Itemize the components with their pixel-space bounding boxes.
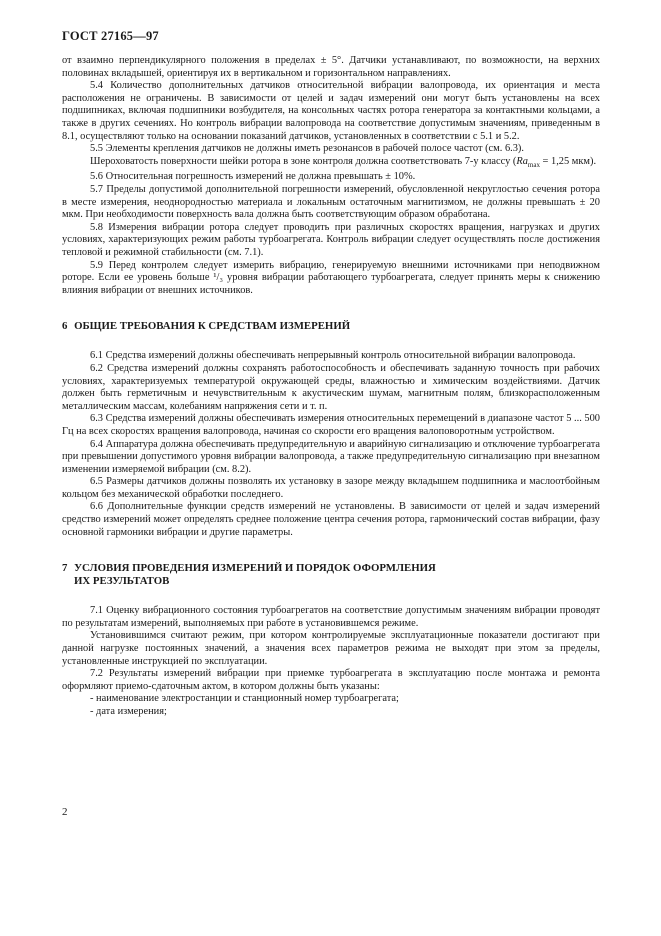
section-6-title: ОБЩИЕ ТРЕБОВАНИЯ К СРЕДСТВАМ ИЗМЕРЕНИЙ xyxy=(74,320,351,333)
list-item: - наименование электростанции и станционный номер турбоагрегата; xyxy=(90,693,399,705)
document-body xyxy=(62,55,600,719)
roughness-text-pre: Шероховатость поверхности шейки ротора в зоне контроля должна соответствовать 7-у классу ( xyxy=(90,155,517,167)
paragraph-intro: от взаимно перпендикулярного положения в пределах ± 5°. Датчики устанавливают, по возможности, на верхних половинах вкладышей, ориентируя их в вертикальном и горизонтальном направлениях. xyxy=(62,55,600,79)
section-6-heading xyxy=(62,320,600,333)
paragraph-7-1: 7.1 Оценку вибрационного состояния турбоагрегатов на соответствие допустимым значениям вибрации проводят по результатам измерений, выполняемых при работе в установившемся режиме. xyxy=(62,605,600,629)
paragraph-5-8: 5.8 Измерения вибрации ротора следует проводить при различных скоростях вращения, нагрузках и других условиях, характеризующих режим работы турбоагрегата. Контроль вибрации следует осуществлять после достижения тепловой и режимной стабильности (см. 7.1). xyxy=(62,221,600,258)
paragraph-5-9: 5.9 Перед контролем следует измерить вибрацию, генерируемую внешними источниками при неподвижном роторе. Если ее уровень больше ¹/₃ уровня вибрации работающего турбоагрегата, следует принять меры к снижению влияния вибрации от внешних источников. xyxy=(62,259,600,296)
roughness-ra: Ra xyxy=(516,155,528,167)
paragraph-5-5-roughness xyxy=(62,156,600,172)
document-header: ГОСТ 27165—97 xyxy=(62,29,159,43)
paragraph-5-5: 5.5 Элементы крепления датчиков не должны иметь резонансов в рабочей полосе частот (см. 6.3). xyxy=(90,143,524,155)
section-7-title-line2: ИХ РЕЗУЛЬТАТОВ xyxy=(74,575,170,588)
roughness-ra-sub: max xyxy=(527,160,540,169)
paragraph-7-2: 7.2 Результаты измерений вибрации при приемке турбоагрегата в эксплуатацию после монтажа и ремонта оформляют приемо-сдаточным актом, в котором должны быть указаны: xyxy=(62,668,600,692)
section-6-number: 6 xyxy=(62,320,68,333)
section-7-title-line1: УСЛОВИЯ ПРОВЕДЕНИЯ ИЗМЕРЕНИЙ И ПОРЯДОК ОФОРМЛЕНИЯ xyxy=(74,562,436,575)
paragraph-6-5: 6.5 Размеры датчиков должны позволять их установку в зазоре между вкладышем подшипника и маслоотбойным кольцом без механической обработки последнего. xyxy=(62,476,600,500)
section-7-number: 7 xyxy=(62,562,68,575)
section-7-heading xyxy=(62,562,600,588)
paragraph-6-2: 6.2 Средства измерений должны сохранять работоспособность и обеспечивать заданную точность при рабочих условиях, характеризуемых температурой окружающей среды, влажностью и химическим воздействиями. Датчик должен быть герметичным и нечувствительным к акустическим шумам, магнитным полям, близкорасположенным металлическим массам, колебаниям напряжения сети и т. п. xyxy=(62,362,600,412)
paragraph-5-6: 5.6 Относительная погрешность измерений не должна превышать ± 10%. xyxy=(90,171,416,183)
roughness-text-post: = 1,25 мкм). xyxy=(539,155,597,167)
page-number: 2 xyxy=(62,806,68,818)
paragraph-6-4: 6.4 Аппаратура должна обеспечивать предупредительную и аварийную сигнализацию и отключение турбоагрегата при превышении допустимого уровня вибрации валопровода, а также предупредительную сигнализацию при внезапном изменении измеряемой вибрации (см. 8.2). xyxy=(62,438,600,475)
paragraph-5-7: 5.7 Пределы допустимой дополнительной погрешности измерений, обусловленной некруглостью сечения ротора в месте измерения, неоднородностью материала и локальным остаточным магнитизмом, не должны превышать ± 20 мкм. При необходимости поверхность вала должна быть соответствующим образом обработана. xyxy=(62,184,600,221)
list-item: - дата измерения; xyxy=(90,706,167,718)
paragraph-6-3: 6.3 Средства измерений должны обеспечивать измерения относительных перемещений в диапазоне частот 5 ... 500 Гц на всех скоростях вращения валопровода, начиная со скорости его вращения валоповоротным устройством. xyxy=(62,413,600,437)
paragraph-5-4: 5.4 Количество дополнительных датчиков относительной вибрации валопровода, их ориентация и места расположения не ограничены. В зависимости от целей и задач измерений они могут быть установлены на всех подшипниках, включая подшипники возбудителя, на консольных частях ротора генератора за контактными кольцами, а также в других сечениях. Но контроль вибрации валопровода на соответствие допустимым значениям, приведенным в 8.1, осуществляют только на основании показаний датчиков, установленных в соответствии с 5.1 и 5.2. xyxy=(62,80,600,142)
paragraph-7-1-steady-state: Установившимся считают режим, при котором контролируемые эксплуатационные показатели достигают при данной нагрузке постоянных значений, а значения всех параметров режима не выходят при этом за пределы, установленные инструкцией по эксплуатации. xyxy=(62,630,600,667)
paragraph-6-6: 6.6 Дополнительные функции средств измерений не установлены. В зависимости от целей и задач измерений средство измерений может определять среднее положение центра сечения ротора, гармонический состав вибрации, фазу основной гармоники вибрации и другие параметры. xyxy=(62,501,600,538)
paragraph-6-1: 6.1 Средства измерений должны обеспечивать непрерывный контроль относительной вибрации валопровода. xyxy=(90,350,576,362)
